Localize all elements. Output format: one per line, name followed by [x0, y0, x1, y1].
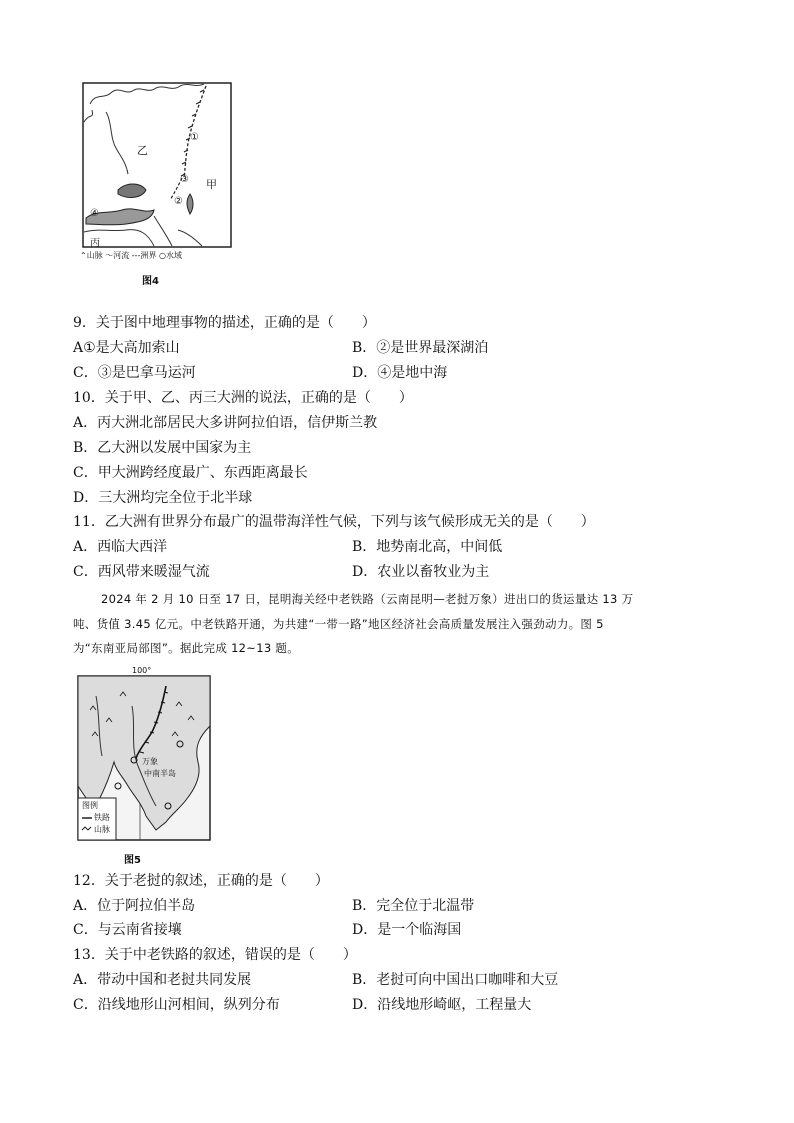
legend-river: 河流: [113, 251, 130, 260]
q10-stem: 10．关于甲、乙、丙三大洲的说法，正确的是（ ）: [73, 390, 413, 406]
fig4-label-m2: ②: [174, 196, 183, 207]
q12-option-a: A．位于阿拉伯半岛: [73, 898, 196, 914]
q9-option-d: D．④是地中海: [352, 365, 448, 381]
q11-option-d: D．农业以畜牧业为主: [352, 564, 490, 580]
q12-option-d: D．是一个临海国: [352, 922, 462, 938]
fig4-label-bing: 丙: [90, 238, 100, 249]
passage-line-1: 2024 年 2 月 10 日至 17 日，昆明海关经中老铁路（云南昆明—老挝万象）进出口的货运量达 13 万: [101, 592, 634, 606]
fig5-peninsula-label: 中南半岛: [144, 769, 176, 778]
figure-5-caption: 图5: [124, 855, 141, 866]
fig4-label-m4: ④: [90, 208, 99, 219]
fig5-meridian-label: 100°: [132, 666, 152, 675]
legend-border: 洲界: [140, 251, 157, 260]
fig5-city-label: 万象: [142, 757, 158, 766]
q10-option-b: B．乙大洲以发展中国家为主: [73, 440, 252, 456]
legend-water: 水域: [166, 251, 182, 260]
q9-option-a: A①是大高加索山: [73, 340, 180, 356]
water-legend-icon: ○: [159, 251, 166, 260]
fig4-label-jia: 甲: [206, 178, 217, 191]
mountain-legend-icon: ⌃: [80, 251, 87, 260]
figure-4-caption: 图4: [142, 276, 159, 287]
fig4-legend: [80, 250, 232, 261]
q10-option-a: A．丙大洲北部居民大多讲阿拉伯语，信伊斯兰教: [73, 415, 378, 431]
q13-option-b: B．老挝可向中国出口咖啡和大豆: [352, 972, 559, 988]
q11-option-a: A．西临大西洋: [73, 539, 168, 555]
q9-option-c: C．③是巴拿马运河: [73, 365, 196, 381]
q10-option-d: D．三大洲均完全位于北半球: [73, 490, 253, 506]
fig4-label-yi: 乙: [137, 144, 148, 157]
figure-4-svg: [82, 82, 232, 264]
river-legend-icon: 〜: [105, 251, 114, 260]
fig4-label-m1: ①: [190, 132, 199, 143]
q11-option-c: C．西风带来暖湿气流: [73, 564, 210, 580]
legend-mountain: 山脉: [86, 251, 103, 260]
q10-option-c: C．甲大洲跨经度最广、东西距离最长: [73, 465, 308, 481]
q12-stem: 12．关于老挝的叙述，正确的是（ ）: [73, 873, 329, 889]
q12-option-b: B．完全位于北温带: [352, 898, 475, 914]
q11-stem: 11．乙大洲有世界分布最广的温带海洋性气候，下列与该气候形成无关的是（ ）: [73, 514, 595, 530]
fig5-legend-mountain: 山脉: [94, 825, 110, 834]
q13-option-c: C．沿线地形山河相间，纵列分布: [73, 997, 280, 1013]
figure-4-map: [82, 82, 232, 264]
fig4-label-m3: ③: [180, 174, 189, 185]
q13-option-a: A．带动中国和老挝共同发展: [73, 972, 252, 988]
fig5-legend-title: 图例: [82, 801, 98, 810]
q9-option-b: B．②是世界最深湖泊: [352, 340, 489, 356]
q11-option-b: B．地势南北高，中间低: [352, 539, 503, 555]
q13-stem: 13．关于中老铁路的叙述，错误的是（ ）: [73, 947, 357, 963]
fig5-legend-rail: 铁路: [94, 813, 110, 822]
figure-5-map: [76, 666, 212, 842]
q9-stem: 9．关于图中地理事物的描述，正确的是（ ）: [73, 315, 376, 331]
passage-line-2: 吨、货值 3.45 亿元。中老铁路开通，为共建“一带一路”地区经济社会高质量发展注入强劲动力。图 5: [73, 617, 604, 631]
q12-option-c: C．与云南省接壤: [73, 922, 182, 938]
passage-line-3: 为“东南亚局部图”。据此完成 12~13 题。: [73, 641, 300, 655]
q13-option-d: D．沿线地形崎岖，工程量大: [352, 997, 532, 1013]
border-legend-icon: ---: [131, 251, 141, 260]
